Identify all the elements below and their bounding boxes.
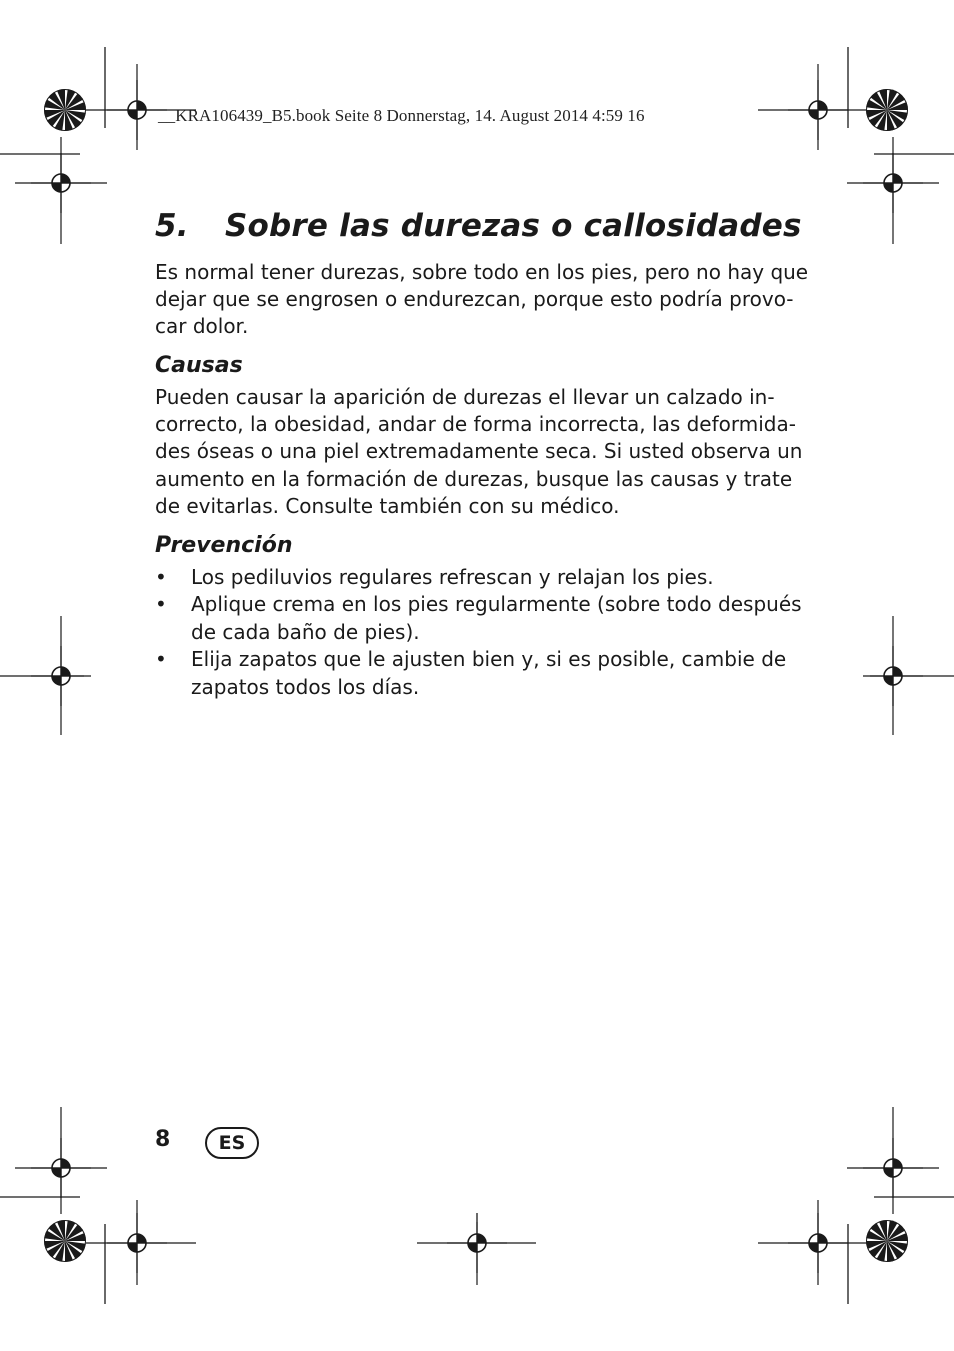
causas-heading: Causas <box>155 353 243 378</box>
bullet-icon: • <box>155 565 167 589</box>
causas-paragraph <box>155 384 803 520</box>
intro-line: dejar que se engrosen o endurezcan, porque esto podría provo- <box>155 287 794 312</box>
intro-line: car dolor. <box>155 314 249 339</box>
list-item <box>155 646 802 701</box>
registration-starburst-icon <box>44 89 86 131</box>
registration-starburst-icon <box>44 1220 86 1262</box>
list-item-line: zapatos todos los días. <box>191 674 420 699</box>
list-item-line: Aplique crema en los pies regularmente (sobre todo después <box>191 592 802 617</box>
list-item-line: Elija zapatos que le ajusten bien y, si es posible, cambie de <box>191 647 787 672</box>
section-number: 5. <box>155 208 189 244</box>
list-item <box>155 591 802 646</box>
causas-line: correcto, la obesidad, andar de forma incorrecta, las deformida- <box>155 412 796 437</box>
list-item-line: Los pediluvios regulares refrescan y relajan los pies. <box>191 565 714 589</box>
section-title-text: Sobre las durezas o callosidades <box>225 208 802 244</box>
prevencion-list <box>155 564 802 701</box>
intro-line: Es normal tener durezas, sobre todo en los pies, pero no hay que <box>155 260 809 284</box>
bullet-icon: • <box>155 592 167 617</box>
list-item <box>155 564 802 591</box>
prevencion-heading: Prevención <box>155 533 293 558</box>
causas-line: aumento en la formación de durezas, busque las causas y trate <box>155 466 793 491</box>
section-title <box>155 208 802 244</box>
causas-line: de evitarlas. Consulte también con su médico. <box>155 493 620 518</box>
causas-line: Pueden causar la aparición de durezas el llevar un calzado in- <box>155 385 775 409</box>
registration-starburst-icon <box>866 89 908 131</box>
list-item-line: de cada baño de pies). <box>191 619 420 644</box>
bullet-icon: • <box>155 647 167 672</box>
intro-paragraph <box>155 259 809 341</box>
print-slug-header: __KRA106439_B5.book Seite 8 Donnerstag, 14. August 2014 4:59 16 <box>158 106 645 125</box>
page-number: 8 <box>155 1127 171 1152</box>
language-badge: ES <box>205 1127 259 1159</box>
causas-line: des óseas o una piel extremadamente seca. Si usted observa un <box>155 439 803 464</box>
registration-starburst-icon <box>866 1220 908 1262</box>
